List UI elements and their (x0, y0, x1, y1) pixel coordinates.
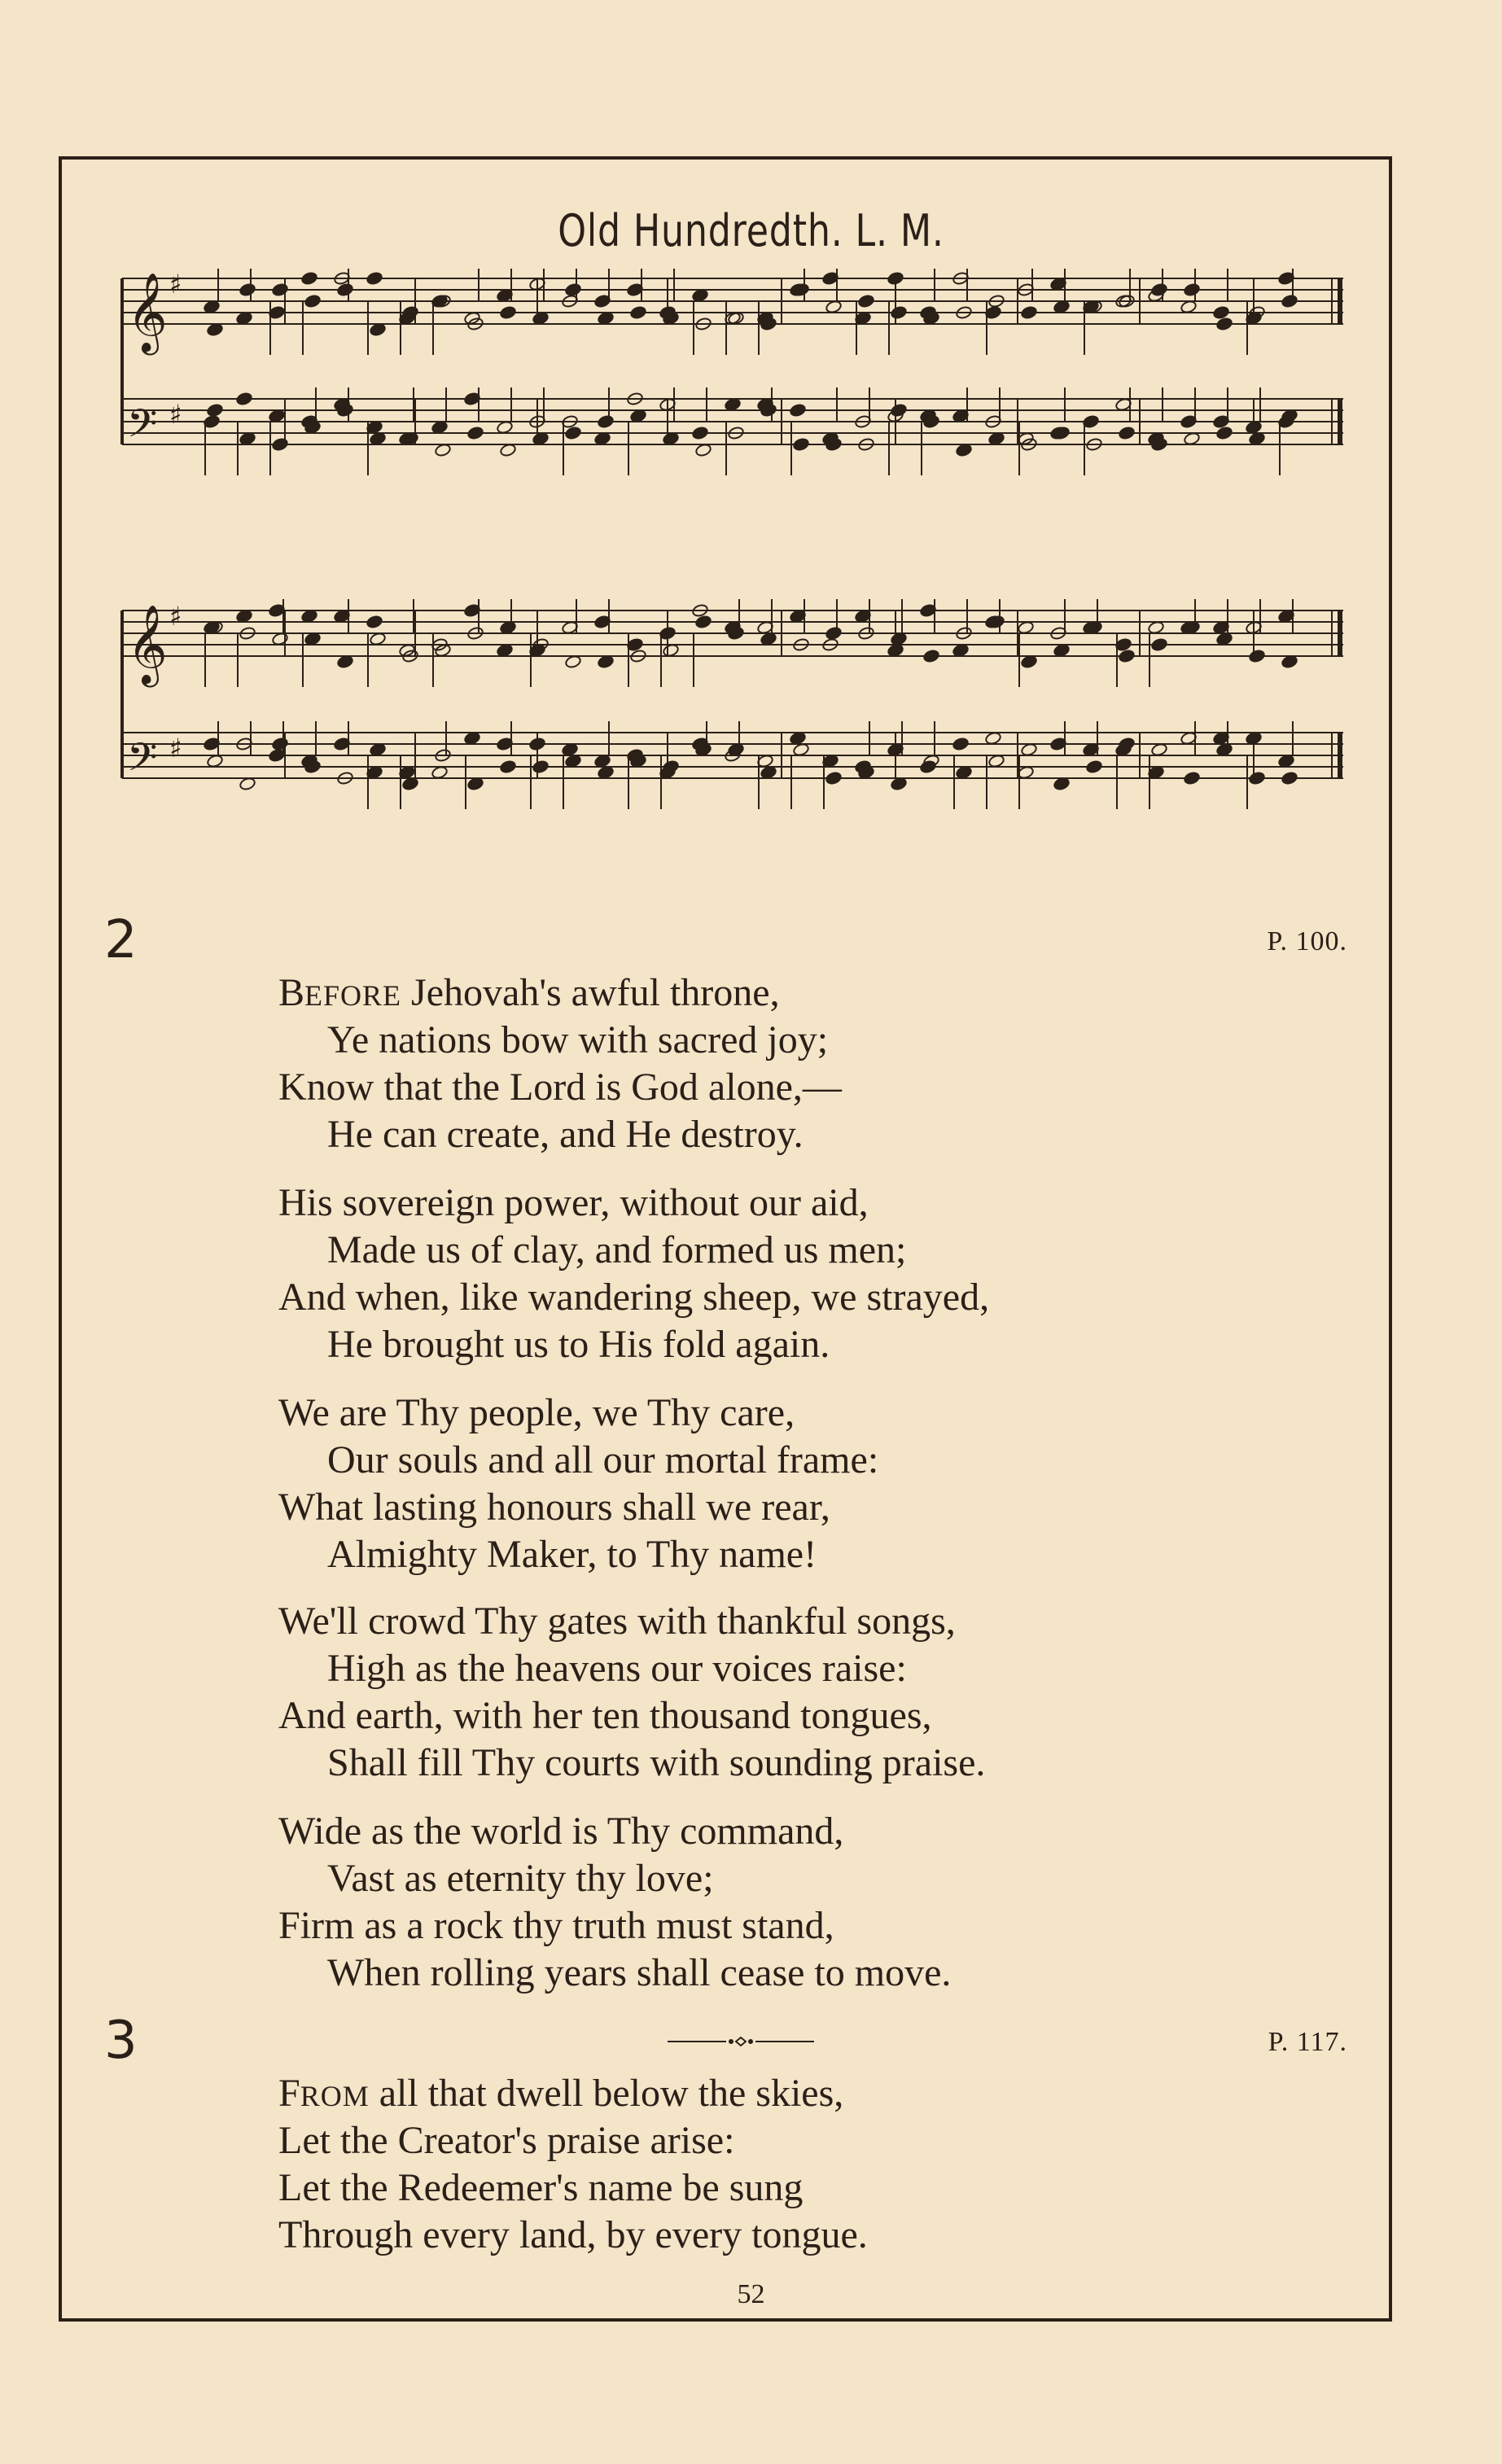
music-score (114, 269, 1351, 871)
verse-line: Know that the Lord is God alone,— (278, 1066, 842, 1109)
verse-line: Made us of clay, and formed us men; (327, 1228, 907, 1271)
verse-line: His sovereign power, without our aid, (278, 1181, 869, 1224)
treble-clef-icon: 𝄞 (127, 272, 168, 352)
verse-line: Our souls and all our mortal frame: (327, 1438, 879, 1481)
first-word-rest: EFORE (304, 979, 402, 1012)
hymn-number: 3 (104, 2011, 138, 2071)
staff (122, 599, 1343, 687)
verse-line: And earth, with her ten thousand tongues, (278, 1694, 932, 1737)
sharp-icon: ♯ (169, 269, 182, 300)
bass-clef-icon: 𝄢 (127, 400, 158, 456)
verse-line: Firm as a rock thy truth must stand, (278, 1904, 834, 1947)
verse-line: Through every land, by every tongue. (278, 2213, 868, 2256)
verse-line: Almighty Maker, to Thy name! (327, 1533, 817, 1576)
first-word-initial: B (278, 971, 305, 1014)
verse-line: Wide as the world is Thy command, (278, 1810, 844, 1853)
verse-text: Jehovah's awful throne, (411, 971, 780, 1014)
staff (122, 387, 1343, 475)
verse-line: He can create, and He destroy. (327, 1113, 804, 1156)
verse-line: He brought us to His fold again. (327, 1323, 830, 1366)
first-word-rest: ROM (300, 2080, 370, 2112)
section-divider (668, 2033, 814, 2050)
verse-line: Vast as eternity thy love; (327, 1857, 714, 1900)
verse-line: What lasting honours shall we rear, (278, 1486, 830, 1529)
page-reference: P. 100. (1267, 926, 1347, 956)
verse-line: Shall fill Thy courts with sounding praise. (327, 1741, 986, 1784)
verse-line: High as the heavens our voices raise: (327, 1647, 907, 1690)
verse-line: Ye nations bow with sacred joy; (327, 1018, 829, 1061)
verse-line: Let the Redeemer's name be sung (278, 2166, 804, 2209)
sharp-icon: ♯ (169, 399, 182, 430)
bass-clef-icon: 𝄢 (127, 734, 158, 790)
sharp-icon: ♯ (169, 601, 182, 632)
verse-line: We are Thy people, we Thy care, (278, 1391, 795, 1434)
page-number: 52 (737, 2279, 765, 2309)
verse-line (278, 971, 780, 1014)
verse-text: all that dwell below the skies, (379, 2072, 844, 2115)
tune-title: Old Hundredth. L. M. (558, 205, 944, 256)
staff (122, 269, 1343, 355)
hymn-number: 2 (104, 910, 138, 970)
verse-line: Let the Creator's praise arise: (278, 2119, 735, 2162)
verse-line: We'll crowd Thy gates with thankful songs, (278, 1600, 956, 1643)
page-reference: P. 117. (1268, 2027, 1347, 2057)
verse-line: When rolling years shall cease to move. (327, 1951, 952, 1994)
first-word-initial: F (278, 2072, 300, 2115)
verse-line (278, 2074, 843, 2113)
treble-clef-icon: 𝄞 (127, 604, 168, 684)
sharp-icon: ♯ (169, 733, 182, 764)
staff (122, 721, 1343, 809)
verse-line: And when, like wandering sheep, we strayed, (278, 1276, 990, 1319)
